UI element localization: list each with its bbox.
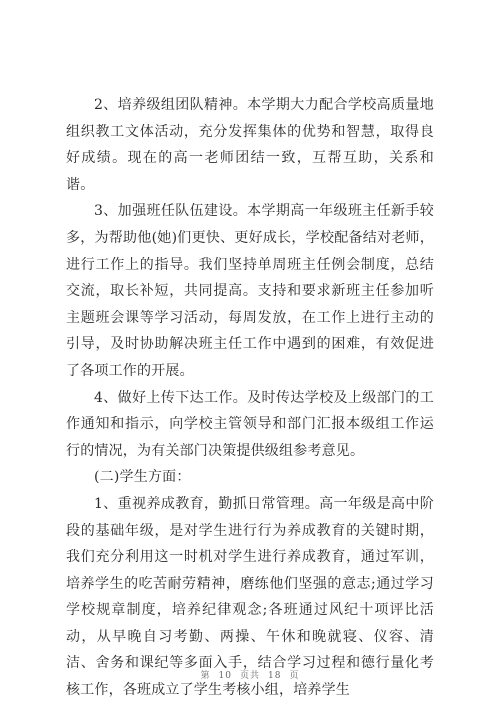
paragraph-team-spirit: 2、培养级组团队精神。本学期大力配合学校高质量地组织教工文体活动，充分发挥集体的优势和智慧，取得良好成绩。现在的高一老师团结一致，互帮互助，关系和谐。 bbox=[66, 97, 434, 193]
footer-page-number: 10 bbox=[218, 671, 232, 681]
footer-middle: 页共 bbox=[239, 671, 260, 681]
section-heading-students: (二)学生方面： bbox=[94, 469, 191, 486]
document-body bbox=[66, 92, 434, 704]
page-footer bbox=[0, 668, 500, 681]
paragraph-class-teacher-team: 3、加强班任队伍建设。本学期高一年级班主任新手较多，为帮助他(她)们更快、更好成长，学校配备结对老师，进行工作上的指导。我们坚持单周班主任例会制度，总结交流，取长补短，共同提高。支持和要求新班主任参加听主题班会课等学习活动，每周发放，在工作上进行主动的引导，及时协助解决班主任工作中遇到的困难，有效促进了各项工作的开展。 bbox=[66, 203, 434, 379]
footer-suffix: 页 bbox=[289, 671, 300, 681]
paragraph-habit-education: 1、重视养成教育，勤抓日常管理。高一年级是高中阶段的基础年级，是对学生进行行为养成教育的关键时期，我们充分利用这一时机对学生进行养成教育，通过军训，培养学生的吃苦耐劳精神，磨练他们坚强的意志;通过学习学校规章制度，培养纪律观念;各班通过风纪十项评比活动，从早晚自习考勤、两操、午休和晚就寝、仪容、清洁、舍务和课纪等多面入手，结合学习过程和德行量化考核工作，各班成立了学生考核小组，培养学生 bbox=[66, 495, 434, 699]
footer-total-pages: 18 bbox=[268, 671, 282, 681]
paragraph-communication: 4、做好上传下达工作。及时传达学校及上级部门的工作通知和指示，向学校主管领导和部门汇报本级组工作运行的情况，为有关部门决策提供级组参考意见。 bbox=[66, 389, 434, 459]
footer-prefix: 第 bbox=[200, 671, 211, 681]
